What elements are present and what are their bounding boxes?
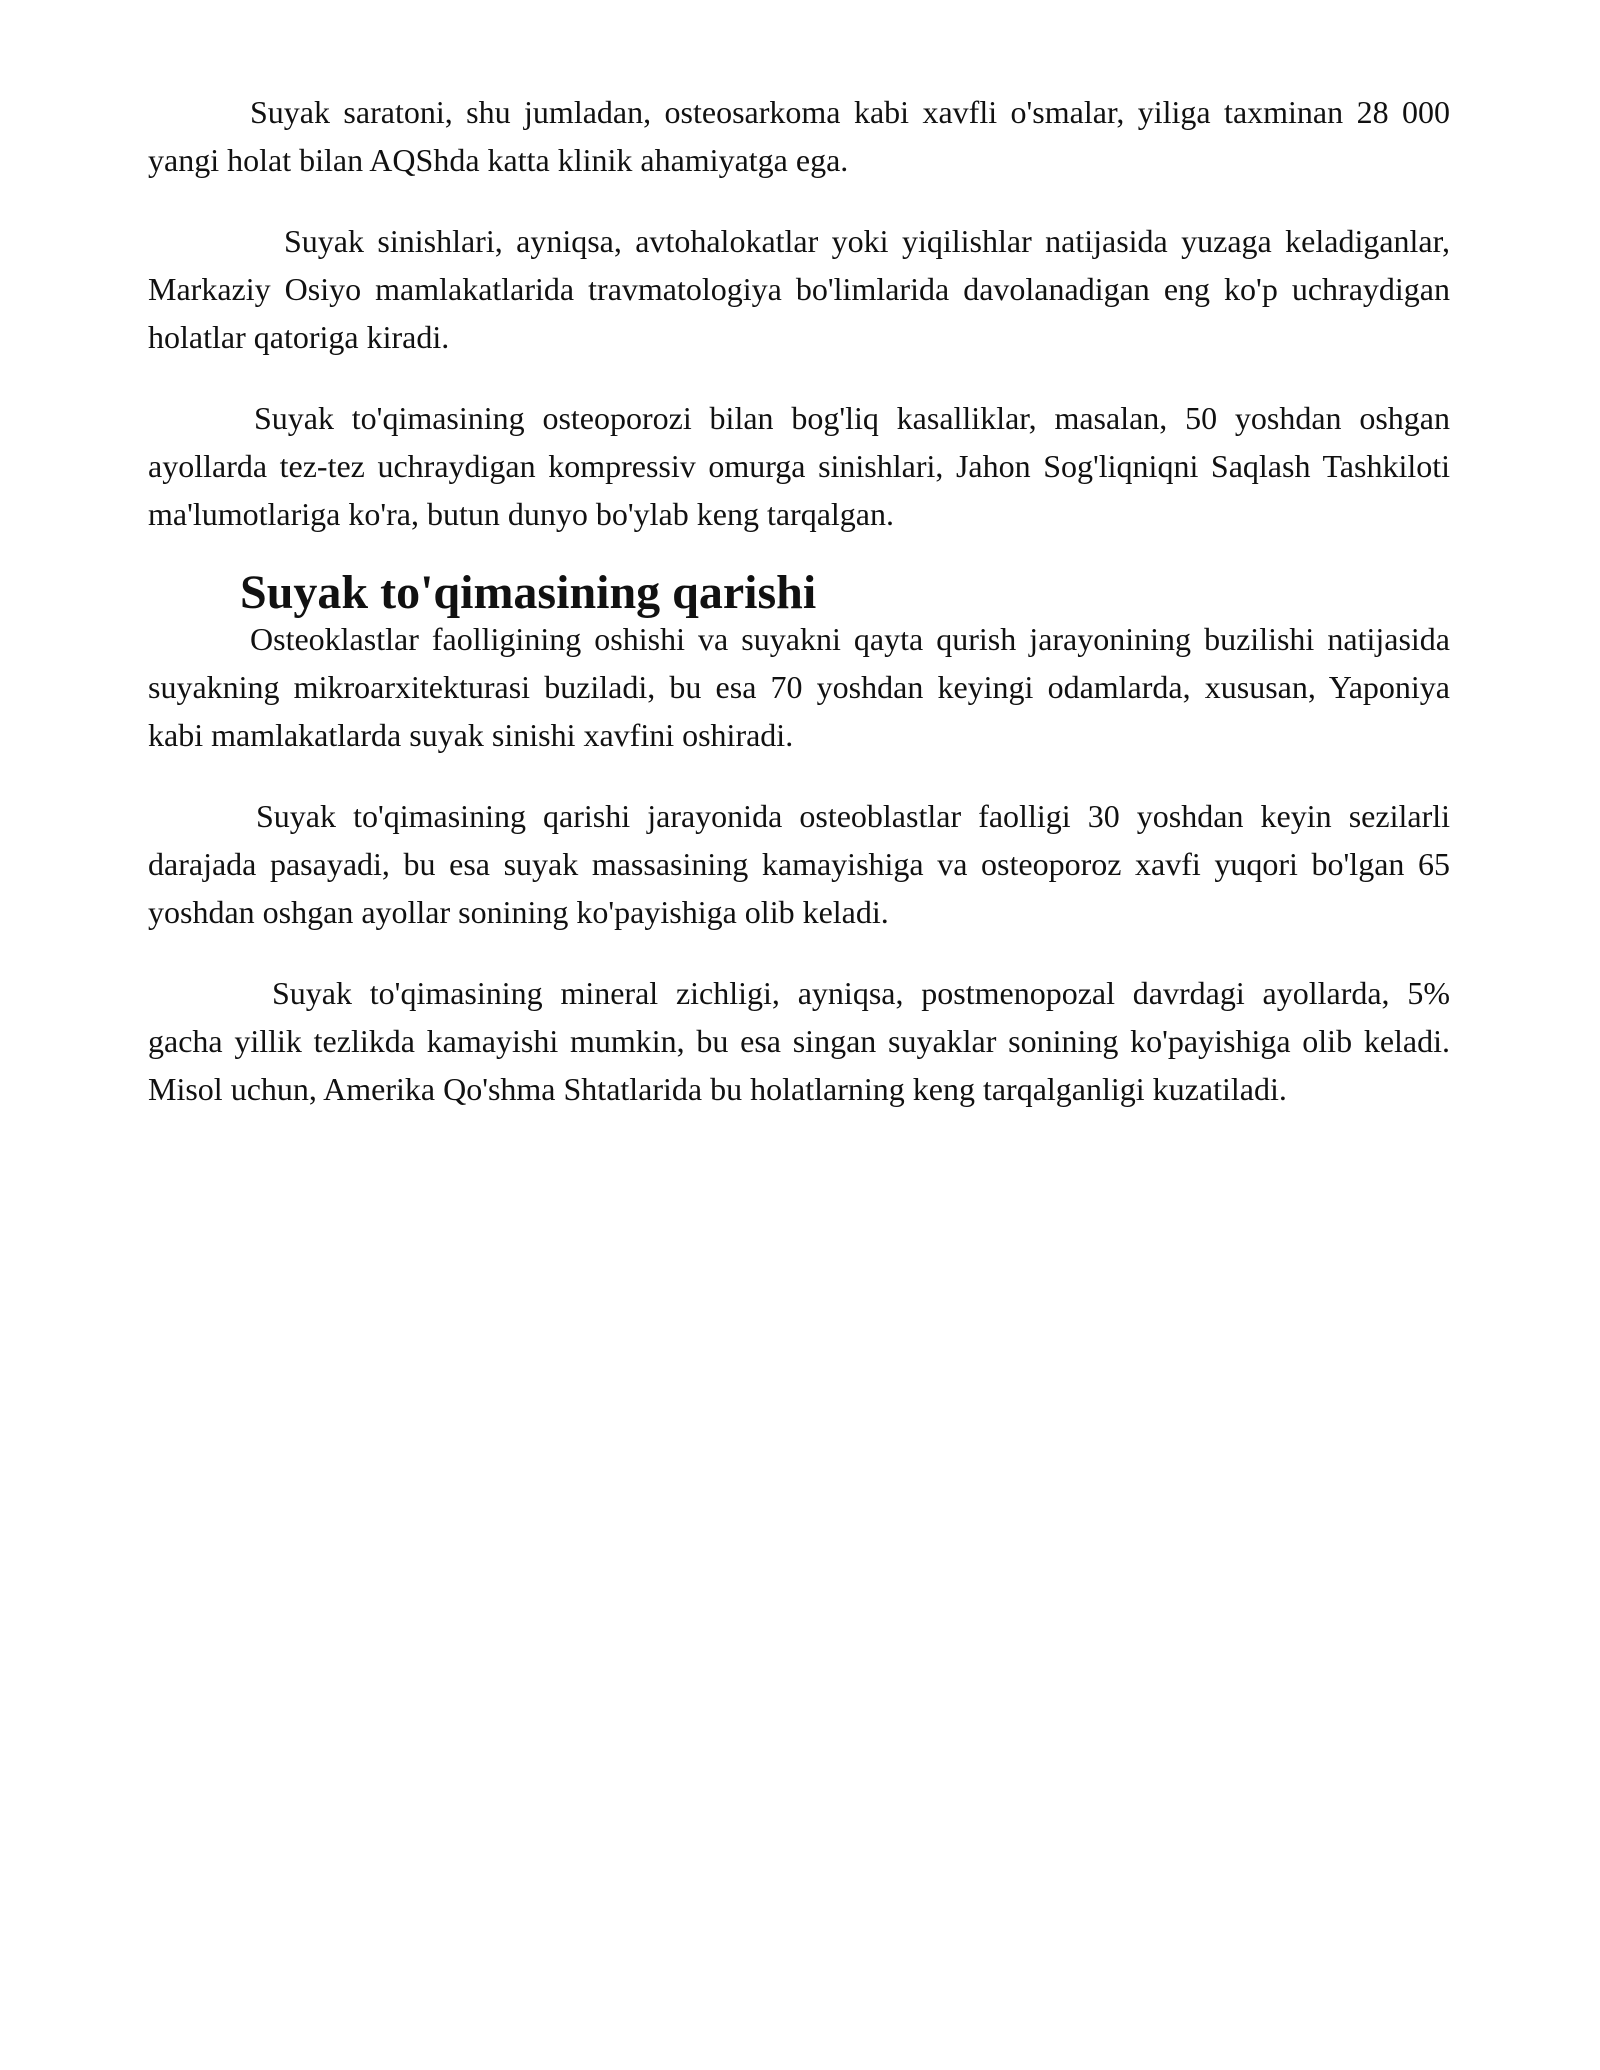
document-page — [148, 88, 1450, 1146]
paragraph-osteoporosis: Suyak to'qimasining osteoporozi bilan bog'liq kasalliklar, masalan, 50 yoshdan oshgan ayollarda tez-tez uchraydigan kompressiv omurga sinishlari, Jahon Sog'liqniqni Saqlash Tashkiloti ma'lumotlariga ko'ra, butun dunyo bo'ylab keng tarqalgan. — [148, 400, 1450, 532]
paragraph-osteoblasts: Suyak to'qimasining qarishi jarayonida osteoblastlar faolligi 30 yoshdan keyin sezilarli darajada pasayadi, bu esa suyak massasining kamayishiga va osteoporoz xavfi yuqori bo'lgan 65 yoshdan oshgan ayollar sonining ko'payishiga olib keladi. — [148, 798, 1450, 930]
paragraph-bone-cancer: Suyak saratoni, shu jumladan, osteosarkoma kabi xavfli o'smalar, yiliga taxminan 28 000 yangi holat bilan AQShda katta klinik ahamiyatga ega. — [148, 94, 1450, 178]
section-heading: Suyak to'qimasining qarishi — [240, 566, 817, 619]
paragraph-mineral-density: Suyak to'qimasining mineral zichligi, ayniqsa, postmenopozal davrdagi ayollarda, 5% gacha yillik tezlikda kamayishi mumkin, bu esa singan suyaklar sonining ko'payishiga olib keladi. Misol uchun, Amerika Qo'shma Shtatlarida bu holatlarning keng tarqalganligi kuzatiladi. — [148, 975, 1450, 1107]
paragraph-osteoclasts: Osteoklastlar faolligining oshishi va suyakni qayta qurish jarayonining buzilishi natijasida suyakning mikroarxitekturasi buziladi, bu esa 70 yoshdan keyingi odamlarda, xususan, Yaponiya kabi mamlakatlarda suyak sinishi xavfini oshiradi. — [148, 621, 1450, 753]
paragraph-bone-fractures: Suyak sinishlari, ayniqsa, avtohalokatlar yoki yiqilishlar natijasida yuzaga keladiganlar, Markaziy Osiyo mamlakatlarida travmatologiya bo'limlarida davolanadigan eng ko'p uchraydigan holatlar qatoriga kiradi. — [148, 223, 1450, 355]
